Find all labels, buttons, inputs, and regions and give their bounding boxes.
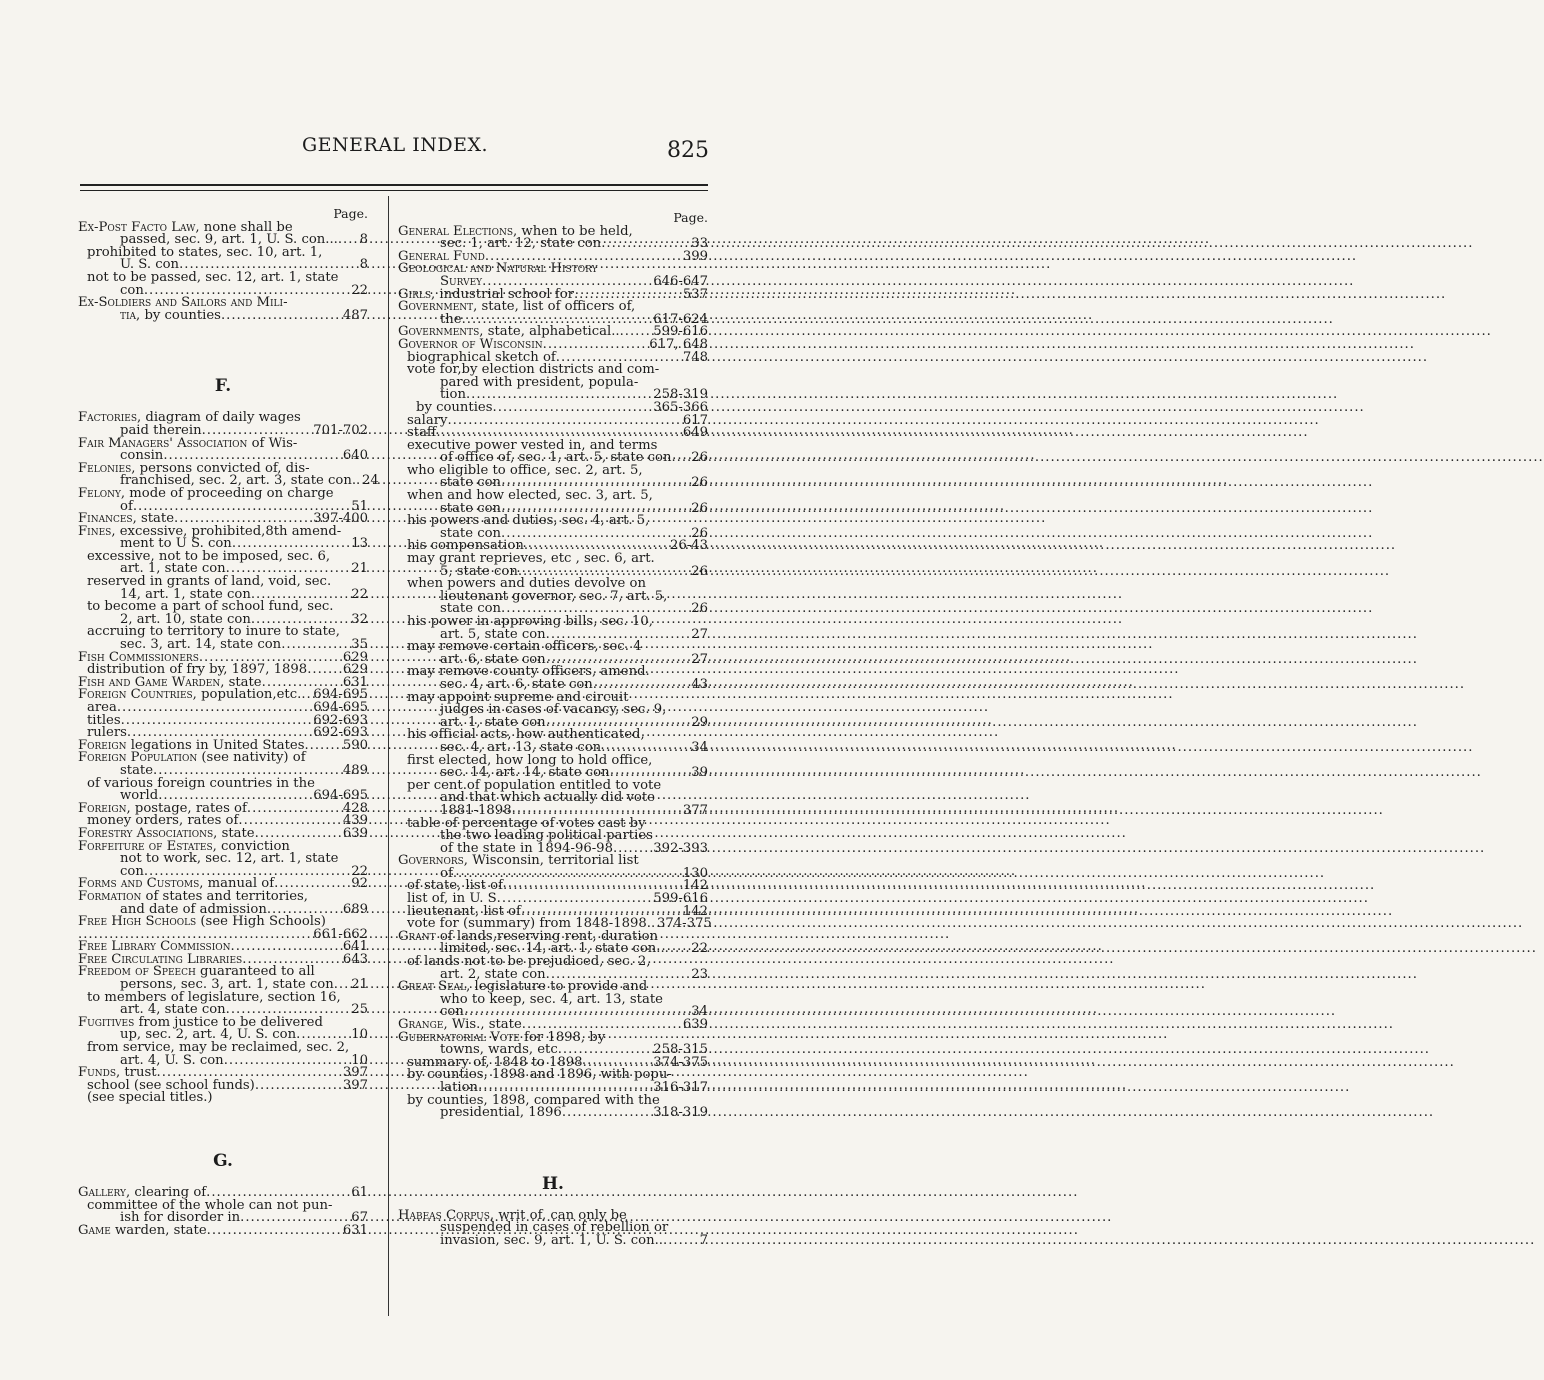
entry-body: the	[440, 311, 462, 327]
entry-body: art. 6, state con	[440, 651, 546, 667]
entry-page-ref: 29	[691, 714, 708, 730]
entry-body: art. 2, state con	[440, 966, 546, 982]
entry-page-ref: 617	[682, 412, 708, 428]
entry-body: the two leading political parties	[440, 828, 653, 844]
entry-page-ref: 397	[342, 1065, 368, 1081]
entry-body: of	[120, 498, 133, 514]
entry-body: rulers	[87, 725, 127, 741]
entry-body: of states and territories,	[141, 888, 308, 904]
entry-body: 14, art. 1, state con	[120, 586, 251, 602]
entry-heading: Forfeiture of Estates,	[78, 838, 217, 854]
entry-page-ref: 10	[351, 1052, 368, 1068]
entry-page-ref: 631	[342, 674, 368, 690]
entry-heading: Freedom of Speech	[78, 964, 196, 980]
entry-body: sec. 1, art. 12, state con	[440, 236, 602, 252]
entry-text	[440, 1232, 664, 1248]
section-letter: H.	[542, 1173, 564, 1194]
entry-body: his compensation	[407, 538, 524, 554]
entry-page-ref: 537	[682, 286, 708, 302]
section-gap	[398, 1120, 708, 1172]
page-header	[0, 132, 859, 172]
entry-body: who eligible to office, sec. 2, art. 5,	[407, 462, 643, 478]
entry-heading: Governors,	[398, 853, 468, 869]
entry-body: of the state in 1894-96-98	[440, 840, 613, 856]
entry-heading: General Elections,	[398, 223, 518, 239]
entry-heading: Free Library Commission	[78, 939, 231, 955]
entry-body: lieutenant governor, sec. 7, art. 5,	[440, 588, 668, 604]
entry-page-ref: 25	[351, 1002, 368, 1018]
entry-body: his powers and duties, sec. 4, art. 5,	[407, 513, 650, 529]
leader-dots	[207, 1225, 341, 1238]
entry-body: salary	[407, 412, 448, 428]
entry-heading: Fines,	[78, 523, 116, 539]
entry-body: 2, art. 10, state con	[120, 611, 251, 627]
entry-heading: Free Circulating Libraries	[78, 951, 243, 967]
entry-page-ref: 35	[351, 637, 368, 653]
entry-page-ref: 661-662	[313, 926, 368, 942]
entry-page-ref: 61	[351, 1185, 368, 1200]
entry-body: lation	[440, 1079, 479, 1095]
page-number: 825	[667, 138, 709, 163]
entry-page-ref: 32	[351, 611, 368, 627]
entry-body: up, sec. 2, art. 4, U. S. con	[120, 1027, 297, 1043]
entry-body: of various foreign countries in the	[87, 775, 315, 791]
entry-heading: Fish and Game Warden,	[78, 674, 225, 690]
entry-heading: Great Seal,	[398, 979, 471, 995]
entry-body: con	[440, 1004, 464, 1020]
entry-page-ref: 51	[351, 498, 368, 514]
header-rule-thin	[80, 190, 708, 191]
leader-dots	[221, 310, 341, 323]
entry-body: legations in United States	[126, 737, 305, 753]
entry-page-ref: 258-319	[653, 387, 708, 403]
entry-body: vote for (summary) from 1848-1898.	[407, 916, 651, 932]
entry-page-ref: 39	[691, 765, 708, 781]
entry-page-ref: 599-616	[653, 324, 708, 340]
entry-page-ref: 8	[359, 232, 368, 248]
entry-page-ref: 640	[342, 448, 368, 464]
entry-body: by counties, 1898 and 1896, with popu-	[407, 1067, 672, 1083]
entry-body: tion	[440, 387, 466, 403]
entry-page-ref: 26	[691, 500, 708, 516]
entry-body: towns, wards, etc	[440, 1042, 558, 1058]
entry-page-ref: 692-693	[313, 712, 368, 728]
entry-heading: Governor of Wisconsin	[398, 336, 543, 352]
left-column	[78, 206, 379, 1238]
entry-page-ref: 649	[682, 425, 708, 441]
entry-body: suspended in cases of rebellion or	[440, 1220, 669, 1236]
entry-page-ref: 26-43	[669, 538, 708, 554]
entry-body: vote for,by election districts and com-	[407, 362, 660, 378]
entry-body: art. 5, state con	[440, 626, 546, 642]
entry-page-ref: 392-393	[653, 840, 708, 856]
entry-heading: tia,	[120, 307, 141, 323]
entry-heading: Girls,	[398, 286, 436, 302]
entry-page-ref: 13	[351, 536, 368, 552]
entry-body: world	[120, 788, 159, 804]
entry-body: Wis., state	[447, 1017, 522, 1032]
entry-page-ref: 258-315	[653, 1042, 708, 1058]
entry-body: con	[120, 863, 144, 879]
entry-body: state	[136, 511, 175, 527]
entry-body: pared with president, popula-	[440, 374, 639, 390]
entry-body: of lands not to be prejudiced, sec. 2,	[407, 954, 651, 970]
entry-body: prohibited to states, sec. 10, art. 1,	[87, 244, 323, 260]
entry-body: state, alphabetical..	[483, 324, 620, 340]
column-divider	[388, 196, 389, 1316]
entry-body: committee of the whole can not pun-	[87, 1197, 333, 1213]
entry-page-ref: 22	[691, 941, 708, 957]
entry-body: state con	[440, 525, 502, 541]
entry-body: conviction	[216, 838, 290, 854]
header-rule	[80, 184, 708, 186]
entry-body: diagram of daily wages	[141, 410, 301, 426]
entry-page-ref: 318-319	[653, 1105, 708, 1121]
entry-heading: Grange,	[398, 1017, 448, 1032]
entry-body: not to be passed, sec. 12, art. 1, state	[87, 269, 339, 285]
entry-page-ref: 643	[342, 951, 368, 967]
entry-body: population,etc.	[196, 687, 302, 703]
entry-body: state	[120, 762, 154, 778]
entry-body: distribution of fry by, 1897, 1898	[87, 662, 308, 678]
entry-body: art. 4, U. S. con	[120, 1052, 224, 1068]
entry-body: state	[224, 674, 262, 690]
entry-body: of	[440, 865, 453, 881]
entry-page-ref: 689	[342, 901, 368, 917]
entry-body: summary of, 1848 to 1898	[407, 1054, 583, 1070]
entry-page-ref: 748	[682, 349, 708, 365]
entry-body: his official acts, how authenticated,	[407, 727, 645, 743]
entry-body: state con	[440, 475, 502, 491]
entry-body: his power in approving bills, sec. 10,	[407, 614, 653, 629]
leader-dots	[663, 1235, 698, 1248]
entry-body: (see High Schools)	[196, 914, 326, 930]
entry-body: executive power vested in, and terms	[407, 437, 658, 453]
entry-page-ref: 617-624	[653, 311, 708, 327]
entry-body: consin	[120, 448, 164, 464]
entry-heading: Government,	[398, 299, 478, 315]
entry-heading: Foreign	[78, 737, 127, 753]
entry-body: clearing of	[130, 1185, 207, 1200]
index-entry	[78, 307, 368, 323]
entry-page-ref: 439	[342, 813, 368, 829]
index-entry	[398, 1232, 708, 1248]
entry-heading: Forms and Customs,	[78, 876, 204, 892]
entry-page-ref: 27	[691, 626, 708, 642]
entry-body: sec. 4, art. 13, state con	[440, 739, 602, 755]
entry-page-ref: 26	[691, 525, 708, 541]
section-letter: F.	[214, 376, 232, 397]
entry-page-ref: 92	[351, 876, 368, 892]
entry-heading: Felonies,	[78, 460, 136, 476]
entry-body: by counties, 1898, compared with the	[407, 1092, 660, 1108]
entry-text	[87, 1092, 213, 1105]
entry-page-ref: 22	[351, 282, 368, 298]
entry-heading: Survey	[440, 273, 483, 289]
entry-body: when to be held,	[517, 223, 633, 239]
entry-page-ref: 22	[351, 586, 368, 602]
entry-body: of Wis-	[247, 435, 298, 451]
entry-body: (see nativity) of	[197, 750, 306, 766]
entry-page-ref: 26	[691, 475, 708, 491]
entry-text	[78, 1222, 207, 1238]
entry-page-ref: 641	[342, 939, 368, 955]
entry-page-ref: 694-695	[313, 700, 368, 715]
entry-body: may remove certain officers, sec. 4	[407, 639, 642, 655]
entry-page-ref: 629	[342, 662, 368, 678]
entry-page-ref: 694-695	[313, 788, 368, 804]
entry-body: passed, sec. 9, art. 1, U. S. con...	[120, 232, 338, 248]
entry-page-ref: 617, 648	[649, 336, 708, 352]
entry-page-ref: 399	[682, 248, 708, 264]
entry-body: franchised, sec. 2, art. 3, state con.	[120, 473, 357, 489]
running-title: GENERAL INDEX.	[301, 134, 489, 156]
entry-page-ref: 21	[351, 977, 368, 993]
entry-heading: Habeas Corpus,	[398, 1207, 495, 1223]
entry-page-ref: 487	[342, 307, 368, 323]
entry-body: art. 1, state con	[440, 714, 546, 730]
entry-page-ref: 599-616	[653, 891, 708, 907]
entry-body: may grant reprieves, etc , sec. 6, art.	[407, 551, 655, 567]
entry-body: state, list of officers of,	[477, 299, 636, 315]
section-gap	[78, 322, 368, 374]
entry-body: limited, sec. 14, art. 1, state con..	[440, 941, 665, 957]
entry-body: con	[120, 282, 144, 298]
entry-body: ment to U S. con	[120, 536, 232, 552]
entry-body: manual of	[203, 876, 275, 892]
entry-body: state	[217, 825, 255, 841]
entry-body: who to keep, sec. 4, art. 13, state	[440, 991, 663, 1007]
entry-heading: Geological and Natural History	[398, 261, 598, 277]
entry-body: by counties	[140, 307, 221, 323]
index-entry	[78, 1222, 368, 1238]
entry-body: school (see school funds)	[87, 1077, 255, 1093]
entry-body: guaranteed to all	[195, 964, 315, 980]
entry-body: (see special titles.)	[87, 1090, 213, 1106]
entry-page-ref: 397	[342, 1077, 368, 1093]
entry-page-ref: 590	[342, 737, 368, 753]
page-column-label: Page.	[673, 210, 708, 225]
entry-heading: Foreign Countries,	[78, 687, 197, 703]
entry-body: state con	[440, 500, 502, 516]
entry-heading: Game	[78, 1222, 111, 1238]
entry-body: accruing to territory to inure to state,	[87, 624, 340, 640]
entry-body: biographical sketch of	[407, 349, 556, 365]
entry-body: Wisconsin, territorial list	[468, 853, 639, 869]
entry-body: excessive, prohibited,8th amend-	[115, 523, 342, 539]
entry-body: art. 1, state con	[120, 561, 226, 577]
entry-page-ref: 33	[691, 236, 708, 252]
leader-dots	[562, 1107, 651, 1120]
entry-page-ref: 21	[351, 561, 368, 577]
entry-body: persons, sec. 3, art. 1, state con	[120, 977, 334, 993]
entry-page-ref: 316-317	[653, 1079, 708, 1095]
entry-text	[120, 307, 221, 323]
entry-heading: Factories,	[78, 410, 142, 426]
entry-page-ref: 142	[682, 878, 708, 894]
entry-page-ref: 23	[691, 966, 708, 982]
entry-page-ref: 22	[351, 863, 368, 879]
entry-heading: Free High Schools	[78, 914, 197, 930]
entry-heading: Finances,	[78, 511, 137, 527]
entry-page-ref: 67	[351, 1210, 368, 1226]
entry-heading: Ex-Soldiers and Sailors and Mili-	[78, 295, 288, 311]
entry-text	[440, 1107, 562, 1120]
entry-body: when powers and duties devolve on	[407, 576, 646, 592]
entry-body: money orders, rates of	[87, 813, 239, 829]
entry-body: of state, list of	[407, 878, 503, 894]
entry-heading: Felony,	[78, 485, 126, 501]
entry-page-ref: 428	[342, 800, 368, 816]
leader-dots	[255, 1080, 341, 1093]
entry-heading: Forestry Associations,	[78, 825, 218, 841]
entry-body: by counties	[416, 399, 493, 415]
entry-body: from justice to be delivered	[134, 1014, 323, 1030]
entry-body: ish for disorder in	[120, 1210, 241, 1226]
entry-page-ref: 694-695	[313, 687, 368, 703]
entry-body: per cent.of population entitled to vote	[407, 777, 662, 793]
entry-body: writ of, can only be	[494, 1207, 627, 1223]
entry-page-ref: 374-375	[653, 1054, 708, 1070]
entry-page-ref: 397-400	[313, 511, 368, 527]
index-entry	[78, 1092, 368, 1105]
entry-heading: Fish Commissioners	[78, 649, 199, 665]
entry-body: sec. 14, art. 14, state con	[440, 765, 610, 781]
entry-body: none shall be	[199, 219, 293, 235]
entry-page-ref: 631	[342, 1222, 368, 1238]
section-gap	[78, 1105, 368, 1149]
entry-page-ref: 646-647	[653, 273, 708, 289]
entry-heading: Foreign Population	[78, 750, 198, 766]
entry-body: 1881-1898	[440, 802, 512, 818]
entry-body: postage, rates of	[130, 800, 247, 816]
entry-body: from service, may be reclaimed, sec. 2,	[87, 1040, 350, 1056]
entry-body: mode of proceeding on charge	[125, 485, 334, 501]
entry-body: not to work, sec. 12, art. 1, state	[120, 851, 339, 867]
entry-body: and date of admission	[120, 901, 267, 917]
entry-page-ref: 701-702	[313, 422, 368, 438]
entry-heading: Grant	[398, 928, 436, 944]
entry-page-ref: 142	[682, 903, 708, 919]
entry-page-ref: 365-366	[653, 399, 708, 415]
entry-heading: Gallery,	[78, 1185, 131, 1200]
entry-page-ref: 130	[682, 865, 708, 881]
entry-body: table of percentage of votes cast by	[407, 815, 646, 831]
entry-body: industrial school for	[435, 286, 574, 302]
entry-heading: Gubernatorial Vote	[398, 1029, 520, 1045]
entry-body: of office of, sec. 1, art. 5, state con	[440, 450, 672, 466]
entry-heading: Ex-Post Facto Law,	[78, 219, 200, 235]
section-letter: G.	[213, 1151, 233, 1171]
entry-page-ref: 26	[691, 450, 708, 466]
entry-body: judges in cases of vacancy, sec. 9,	[440, 702, 667, 718]
entry-page-ref: 43	[691, 676, 708, 692]
entry-page-ref: 8	[359, 257, 368, 273]
entry-body: reserved in grants of land, void, sec.	[87, 574, 332, 590]
entry-page-ref: 639	[342, 825, 368, 841]
entry-page-ref: 34	[691, 1004, 708, 1020]
right-column	[398, 210, 712, 1248]
entry-body: staff	[407, 425, 437, 441]
leader-dots	[665, 943, 690, 956]
entry-page-ref: 34	[691, 739, 708, 755]
entry-body: 5, state con	[440, 563, 518, 579]
entry-heading: Fair Managers' Association	[78, 435, 248, 451]
entry-heading: Fugitives	[78, 1014, 135, 1030]
entry-body: U. S. con	[120, 257, 180, 273]
entry-body: presidential, 1896	[440, 1105, 562, 1121]
entry-body: when and how elected, sec. 3, art. 5,	[407, 488, 653, 504]
leader-dots	[338, 234, 358, 247]
entry-body: to members of legislature, section 16,	[87, 989, 341, 1005]
entry-page-ref: 489	[342, 762, 368, 778]
index-entry	[398, 1107, 708, 1120]
entry-body: and that which actually did vote	[440, 790, 655, 806]
entry-body: may remove county officers, amend.	[407, 664, 650, 680]
entry-body: excessive, not to be imposed, sec. 6,	[87, 548, 331, 564]
entry-heading: Governments,	[398, 324, 484, 340]
entry-body: persons convicted of, dis-	[135, 460, 310, 476]
entry-body: titles	[87, 712, 121, 728]
entry-page-ref: 26	[691, 601, 708, 617]
entry-page-ref: 7	[699, 1232, 708, 1248]
entry-heading: Formation	[78, 888, 142, 904]
entry-body: of lands,reserving rent, duration	[435, 928, 658, 944]
leader-dots	[671, 452, 689, 465]
entry-page-ref: 24	[362, 473, 379, 489]
entry-page-ref: 629	[342, 649, 368, 665]
entry-page-ref: 27	[691, 651, 708, 667]
entry-body: invasion, sec. 9, art. 1, U. S. con..	[440, 1232, 664, 1248]
entry-body: for 1898, by	[519, 1029, 606, 1045]
entry-body: area	[87, 700, 117, 715]
entry-body: paid therein	[120, 422, 202, 438]
entry-body: list of, in U. S	[407, 891, 497, 907]
entry-body: sec. 4, art. 6, state con	[440, 676, 593, 692]
entry-body: first elected, how long to hold office,	[407, 752, 653, 768]
entry-page-ref: 377	[682, 802, 708, 818]
entry-body: state con	[440, 601, 502, 617]
page-column-label: Page.	[333, 206, 368, 221]
entry-body: may appoint supreme and circuit	[407, 689, 629, 705]
leader-dots	[304, 740, 340, 753]
entry-body: lieutenant, list of	[407, 903, 521, 919]
entry-page-ref: 692-693	[313, 725, 368, 741]
entry-page-ref: 639	[682, 1017, 708, 1032]
entry-heading: Foreign,	[78, 800, 131, 816]
entry-body: to become a part of school fund, sec.	[87, 599, 334, 615]
entry-body: sec. 3, art. 14, state con	[120, 637, 282, 653]
entry-heading: General Fund	[398, 248, 485, 264]
entry-body: legislature to provide and	[470, 979, 648, 995]
entry-body: trust	[120, 1065, 157, 1081]
entry-page-ref: 374-375	[656, 916, 712, 932]
entry-body: warden, state	[110, 1222, 207, 1238]
entry-page-ref: 10	[351, 1027, 368, 1043]
entry-heading: Funds,	[78, 1065, 121, 1081]
entry-body: art. 4, state con	[120, 1002, 226, 1018]
entry-page-ref: 26	[691, 563, 708, 579]
